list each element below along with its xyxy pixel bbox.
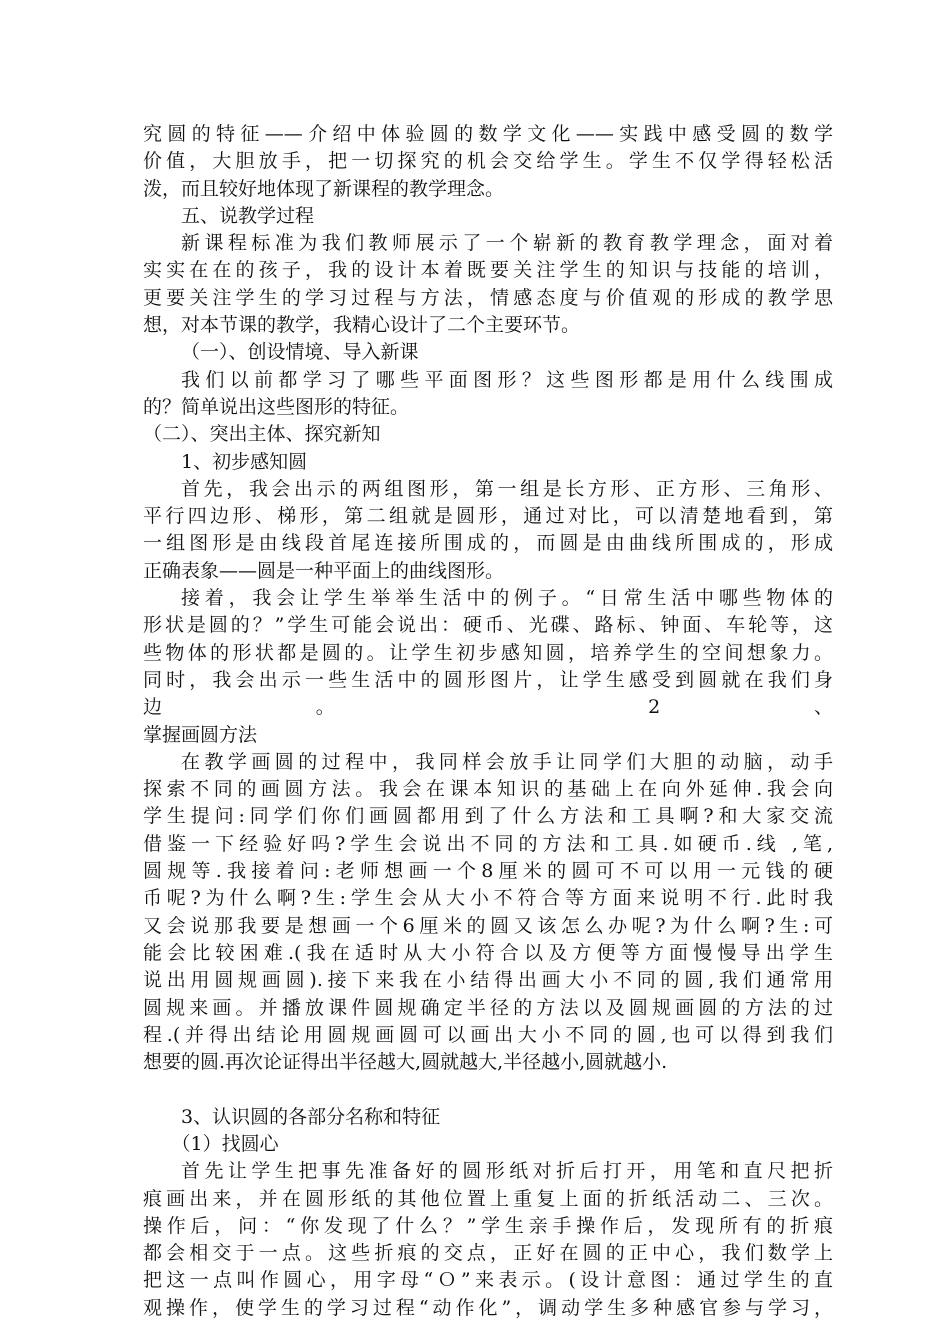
- text-line: 想要的圆.再次论证得出半径越大,圆就越大,半径越小,圆就越小.: [143, 1051, 668, 1074]
- text-line: 更要关注学生的学习过程与方法，情感态度与价值观的形成的教学思: [143, 286, 833, 309]
- text-line: （一）、创设情境、导入新课: [181, 341, 419, 364]
- text-line: 操作后，问：“你发现了什么？”学生亲手操作后，发现所有的折痕: [143, 1214, 833, 1237]
- text-line: 的？简单说出这些图形的特征。: [143, 395, 410, 418]
- text-line: 借鉴一下经验好吗?学生会说出不同的方法和工具.如硬币.线 ,笔,: [143, 832, 833, 855]
- text-line: 接着，我会让学生举举生活中的例子。“日常生活中哪些物体的: [181, 587, 833, 610]
- text-line: 首先，我会出示的两组图形，第一组是长方形、正方形、三角形、: [181, 477, 833, 500]
- text-line: 说出用圆规画圆).接下来我在小结得出画大小不同的圆,我们通常用: [143, 969, 833, 992]
- text-line: 些物体的形状都是圆的。让学生初步感知圆，培养学生的空间想象力。: [143, 641, 833, 664]
- text-line: 想，对本节课的教学，我精心设计了二个主要环节。: [143, 314, 581, 337]
- text-line: 又会说那我要是想画一个6厘米的圆又该怎么办呢?为什么啊?生:可: [143, 914, 833, 937]
- text-line: 探索不同的画圆方法。我会在课本知识的基础上在向外延伸.我会向: [143, 778, 833, 801]
- text-line: 首先让学生把事先准备好的圆形纸对折后打开，用笔和直尺把折: [181, 1160, 833, 1183]
- text-line: 币呢?为什么啊?生:学生会从大小不符合等方面来说明不行.此时我: [143, 887, 833, 910]
- text-line: 边。 2、: [143, 696, 833, 719]
- text-line: 形状是圆的？”学生可能会说出：硬币、光碟、路标、钟面、车轮等，这: [143, 614, 833, 637]
- text-line: 正确表象——圆是一种平面上的曲线图形。: [143, 559, 505, 582]
- text-line: 圆规等.我接着问:老师想画一个8厘米的圆可不可以用一元钱的硬: [143, 860, 833, 883]
- text-line: 1、初步感知圆: [181, 450, 308, 473]
- text-line: 泼，而且较好地体现了新课程的教学理念。: [143, 177, 505, 200]
- text-line: 我们以前都学习了哪些平面图形？这些图形都是用什么线围成: [181, 368, 833, 391]
- text-line: 痕画出来，并在圆形纸的其他位置上重复上面的折纸活动二、三次。: [143, 1187, 833, 1210]
- text-line: （二）、突出主体、探究新知: [143, 423, 381, 446]
- text-line: 掌握画圆方法: [143, 723, 258, 746]
- text-line: 究圆的特征——介绍中体验圆的数学文化——实践中感受圆的数学: [143, 123, 833, 145]
- text-line: 实实在在的孩子，我的设计本着既要关注学生的知识与技能的培训，: [143, 259, 833, 282]
- text-line: （1）找圆心: [171, 1132, 279, 1155]
- blank-line: [143, 1076, 833, 1103]
- text-line: 把这一点叫作圆心，用字母“Ｏ”来表示。(设计意图：通过学生的直: [143, 1269, 833, 1292]
- text-line: 平行四边形、梯形，第二组就是圆形，通过对比，可以清楚地看到，第: [143, 505, 833, 528]
- text-line: 都会相交于一点。这些折痕的交点，正好在圆的正中心，我们数学上: [143, 1242, 833, 1265]
- text-line: 一组图形是由线段首尾连接所围成的，而圆是由曲线所围成的，形成: [143, 532, 833, 555]
- text-line: 同时，我会出示一些生活中的圆形图片，让学生感受到圆就在我们身: [143, 668, 833, 691]
- text-line: 学生提问:同学们你们画圆都用到了什么方法和工具啊?和大家交流: [143, 805, 833, 828]
- text-line: 价值，大胆放手，把一切探究的机会交给学生。学生不仅学得轻松活: [143, 150, 833, 173]
- document-body: [143, 121, 833, 1322]
- text-line: 3、认识圆的各部分名称和特征: [181, 1105, 441, 1128]
- text-line: 观操作，使学生的学习过程“动作化”，调动学生多种感官参与学习，: [143, 1296, 833, 1319]
- text-line: 五、说教学过程: [181, 204, 315, 227]
- text-line: 程.(并得出结论用圆规画圆可以画出大小不同的圆,也可以得到我们: [143, 1023, 833, 1046]
- text-line: 能会比较困难.(我在适时从大小符合以及方便等方面慢慢导出学生: [143, 941, 833, 964]
- text-line: 新课程标准为我们教师展示了一个崭新的教育教学理念，面对着: [181, 232, 833, 255]
- text-line: 圆规来画。并播放课件圆规确定半径的方法以及圆规画圆的方法的过: [143, 996, 833, 1019]
- text-line: 在教学画圆的过程中，我同样会放手让同学们大胆的动脑，动手: [181, 750, 833, 773]
